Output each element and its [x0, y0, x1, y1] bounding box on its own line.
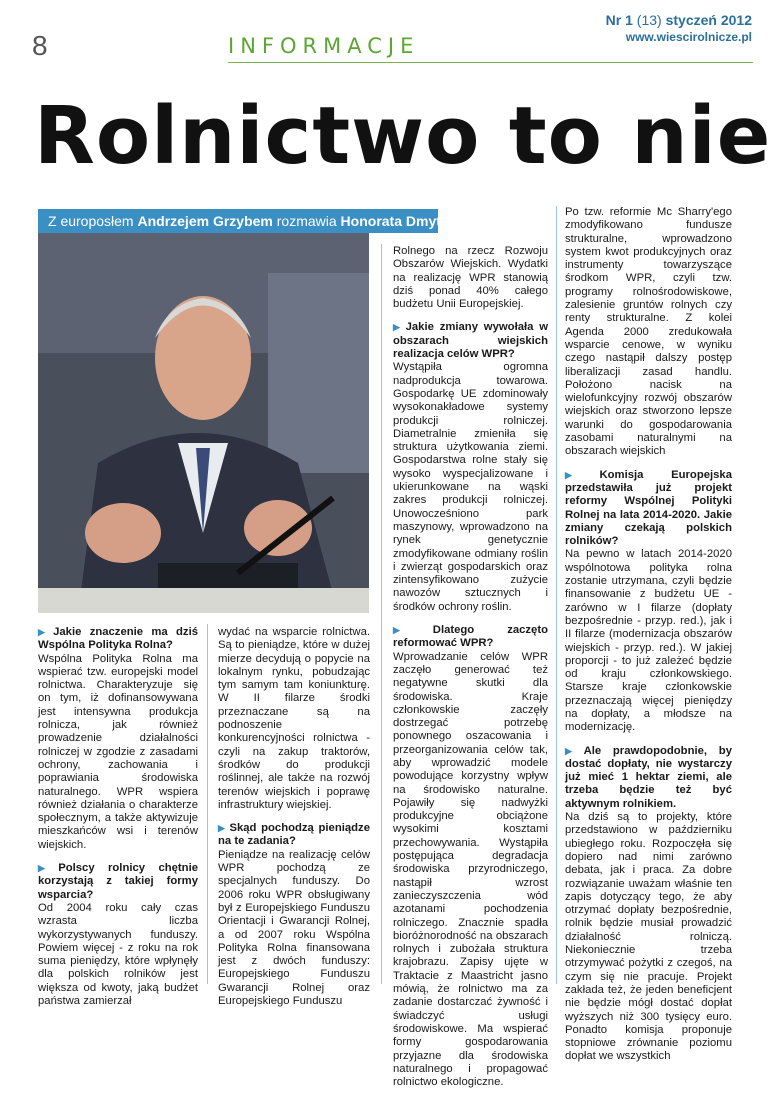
arrow-icon: ▶	[565, 469, 597, 480]
byline-bar	[38, 209, 471, 233]
qa-block	[393, 624, 548, 1089]
arrow-icon: ▶	[393, 322, 403, 333]
answer-continued	[565, 206, 732, 459]
byline-interviewee: Andrzejem Grzybem	[137, 213, 273, 229]
qa-block	[38, 626, 198, 852]
issue-number: Nr 1	[605, 12, 637, 28]
question	[393, 321, 548, 361]
headline: Rolnictwo to nie	[34, 90, 771, 182]
answer: Na pewno w latach 2014-2020 wspólnotowa polityka rolna zostanie utrzymana, czyli będzie finansowanie z budżetu UE - zarówno w I filarze (dopłaty bezpośrednie - przyp. red.), jak i II filarze (modernizacja obszarów wiejskich - przyp. red.). W jakiej proporcji - to już zależeć będzie od kraju członkowskiego. Starsze kraje członkowskie przeznaczają więcej pieniędzy na dopłaty, a młodsze na modernizację.	[565, 548, 732, 734]
question-text: Jakie znaczenie ma dziś Wspólna Polityka Rolna?	[38, 626, 199, 652]
answer-continued	[218, 626, 370, 812]
arrow-icon: ▶	[565, 745, 581, 756]
question	[38, 626, 198, 653]
answer-continued	[393, 245, 548, 311]
question	[218, 822, 370, 849]
issue-date: styczeń 2012	[661, 12, 752, 28]
question-text: Jakie zmiany wywołała w obszarach wiejskich realizacja celów WPR?	[393, 321, 549, 361]
page-number: 8	[32, 30, 48, 61]
answer: Pieniądze na realizację celów WPR pochodzą ze specjalnych funduszy. Do 2006 roku WPR obsługiwany był z Europejskiego Funduszu Orientacji i Gwarancji Rolnej, a od 2007 roku Wspólna Polityka Rolna finansowana jest z dwóch funduszy: Europejskiego Funduszu Gwarancji Rolnej oraz Europejskiego Funduszu	[218, 848, 370, 1008]
question	[38, 862, 198, 902]
answer: wydać na wsparcie rolnictwa. Są to pieniądze, które w dużej mierze decydują o popycie na lokalnym rynku, pobudzając tym samym tam koniunkturę. W II filarze środki przeznaczane są na podnoszenie konkurencyjności rolnictwa - czyli na zakup traktorów, środków do produkcji roślinnej, ale także na rozwój terenów wiejskich i poprawę infrastruktury wiejskiej.	[218, 626, 370, 811]
section-title: INFORMACJE	[228, 34, 420, 58]
qa-block	[565, 469, 732, 735]
question-text: Ale prawdopodobnie, by dostać dopłaty, nie wystarczy już mieć 1 hektar ziemi, ale trzeba będzie też być aktywnym rolnikiem.	[565, 744, 732, 810]
page-header	[0, 0, 768, 80]
qa-block	[38, 862, 198, 1008]
issue-info	[606, 12, 752, 44]
text-column-2	[218, 626, 370, 1018]
byline-prefix: Z europosłem	[48, 213, 138, 229]
answer: Wspólna Polityka Rolna ma wspierać tzw. europejski model rolnictwa. Charakteryzuje się on tym, iż dofinansowywana jest intensywna produkcja rolnicza, jak również prowadzenie działalności rolniczej w zgodzie z zasadami ochrony, zachowania i poprawiania środowiska naturalnego. WPR wspiera również działania o charakterze społecznym, a także aktywizuje mieszkańców wsi i terenów wiejskich.	[38, 652, 198, 851]
section-divider	[228, 62, 753, 63]
question-text: Polscy rolnicy chętnie korzystają z takiej formy wsparcia?	[38, 862, 198, 901]
text-column-4	[565, 206, 732, 1074]
question-text: Komisja Europejska przedstawiła już projekt reformy Wspólnej Polityki Rolnej na lata 2014-2020. Jakie zmiany czekają polskich rolników?	[565, 468, 732, 548]
column-divider	[207, 624, 208, 984]
byline-interviewer: Honorata Dmyterko	[340, 213, 471, 229]
portrait-illustration	[38, 233, 369, 613]
website-url[interactable]: www.wiescirolnicze.pl	[625, 30, 752, 44]
byline-middle: rozmawia	[272, 213, 341, 229]
answer: Rolnego na rzecz Rozwoju Obszarów Wiejskich. Wydatki na realizację WPR stanowią dziś ponad 40% całego budżetu Unii Europejskiej.	[393, 245, 548, 311]
question	[565, 745, 732, 811]
answer: Od 2004 roku cały czas wzrasta liczba wykorzystywanych funduszy. Powiem więcej - z roku na rok suma pieniędzy, które wpłynęły dla polskich rolników jest większa od kwoty, jaką budżet państwa zamierzał	[38, 901, 198, 1008]
question-text: Skąd pochodzą pieniądze na te zadania?	[218, 822, 370, 848]
interviewee-photo	[38, 233, 369, 613]
answer: Wystąpiła ogromna nadprodukcja towarowa. Gospodarkę UE zdominowały wysokonakładowe systemy produkcji rolniczej. Diametralnie zmieniła się struktura użytkowania ziemi. Gospodarstwa rolne stały się wysoko wyspecjalizowane i ukierunkowane na wąski zakres produkcji rolniczej. Unowocześniono park maszynowy, wprowadzono na rynek genetycznie zmodyfikowane odmiany roślin i zwierząt gospodarskich oraz zintensyfikowano zużycie nawozów sztucznych i środków ochrony roślin.	[393, 361, 548, 613]
qa-block	[393, 321, 548, 614]
column-divider	[556, 206, 557, 984]
question	[393, 624, 548, 651]
qa-block	[565, 745, 732, 1064]
answer: Po tzw. reformie Mc Sharry'ego zmodyfikowano fundusze strukturalne, wprowadzono system kwot produkcyjnych oraz instrumenty towarzyszące środkom WPR, czyli tzw. programy rolnośrodowiskowe, zalesienie gruntów rolnych czy renty strukturalne. Z kolei Agenda 2000 zredukowała wsparcie cenowe, w wyniku czego nastąpił dalszy postęp liberalizacji zasad handlu. Położono nacisk na wielofunkcyjny rozwój obszarów wiejskich oraz stworzono lepsze warunki do gospodarowania zasobami naturalnymi na obszarach wiejskich	[565, 206, 732, 458]
text-column-1	[38, 626, 198, 1018]
arrow-icon: ▶	[38, 627, 51, 637]
column-divider	[381, 244, 382, 984]
arrow-icon: ▶	[393, 625, 430, 636]
issue-total-number: (13)	[636, 12, 662, 28]
text-column-3	[393, 245, 548, 1099]
answer: Na dziś są to projekty, które przedstawiono w październiku ubiegłego roku. Rozpoczęła się dopiero nad nimi zarówno debata, jak i praca. Za dobre rozwiązanie uważam właśnie ten zapis dotyczący tego, że aby otrzymać dopłaty bezpośrednie, rolnik będzie musiał prowadzić działalność rolniczą. Niekoniecznie trzeba otrzymywać pożytki z czegoś, na czym się nie pracuje. Projekt zakłada też, że jeden beneficjent nie będzie mógł dostać dopłat wyższych niż 300 tysięcy euro. Ponadto komisja proponuje stopniowe zrównanie poziomu dopłat we wszystkich	[565, 811, 732, 1063]
question-text: Dlatego zaczęto reformować WPR?	[393, 624, 549, 650]
qa-block	[218, 822, 370, 1008]
arrow-icon: ▶	[38, 863, 56, 874]
issue-label	[606, 12, 752, 28]
answer: Wprowadzanie celów WPR zaczęło generować też negatywne skutki dla środowiska. Kraje członkowskie zaczęły dostrzegać potrzebę ponownego oszacowania i przeorganizowania celów tak, aby wprowadzić modele powodujące korzystny wpływ na środowisko naturalne. Pojawiły się nadwyżki produkcyjne obciążone wysokimi kosztami przechowywania. Wystąpiła postępująca degradacja środowiska przyrodniczego, nastąpił wzrost zanieczyszczenia wód azotanami pochodzenia rolniczego. Znacznie spadła bioróżnorodność na obszarach rolnych i zubożała struktura krajobrazu. Zapisy ujęte w Traktacie z Maastricht jasno mówią, że rolnictwo ma za zadanie dostarczać żywność i świadczyć usługi środowiskowe. Ma wspierać formy gospodarowania przyjazne dla środowiska naturalnego i propagować rolnictwo ekologiczne.	[393, 650, 548, 1089]
question	[565, 469, 732, 549]
arrow-icon: ▶	[218, 823, 227, 834]
